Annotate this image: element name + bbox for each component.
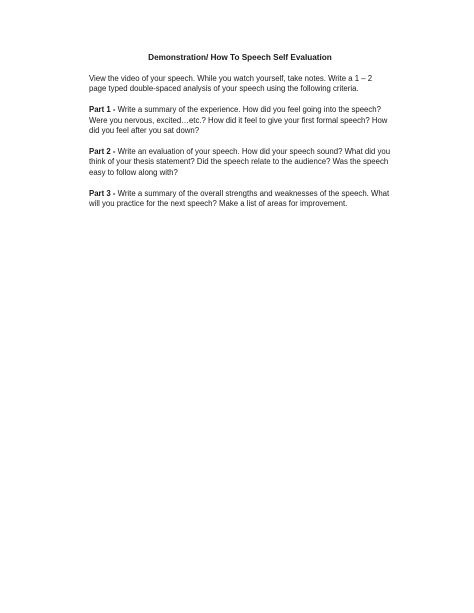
part-3-paragraph <box>89 189 391 210</box>
part-2-paragraph <box>89 147 391 178</box>
part-1-text: Write a summary of the experience. How did you feel going into the speech? Were you nervous, excited…etc.? How did it feel to give your first formal speech? How did you feel after you sat down? <box>89 105 388 136</box>
part-1-paragraph <box>89 105 391 136</box>
part-3-text: Write a summary of the overall strengths and weaknesses of the speech. What will you practice for the next speech? Make a list of areas for improvement. <box>89 188 390 209</box>
part-2-text: Write an evaluation of your speech. How did your speech sound? What did you think of your thesis statement? Did the speech relate to the audience? Was the speech easy to follow along with? <box>89 147 391 177</box>
intro-paragraph: View the video of your speech. While you watch yourself, take notes. Write a 1 – 2 page typed double-spaced analysis of your speech using the following criteria. <box>89 74 373 94</box>
document-title: Demonstration/ How To Speech Self Evaluation <box>148 53 332 62</box>
part-1-label: Part 1 - <box>89 105 116 115</box>
document-body <box>89 52 391 220</box>
part-2-label: Part 2 - <box>89 147 116 157</box>
part-3-label: Part 3 - <box>89 188 116 198</box>
